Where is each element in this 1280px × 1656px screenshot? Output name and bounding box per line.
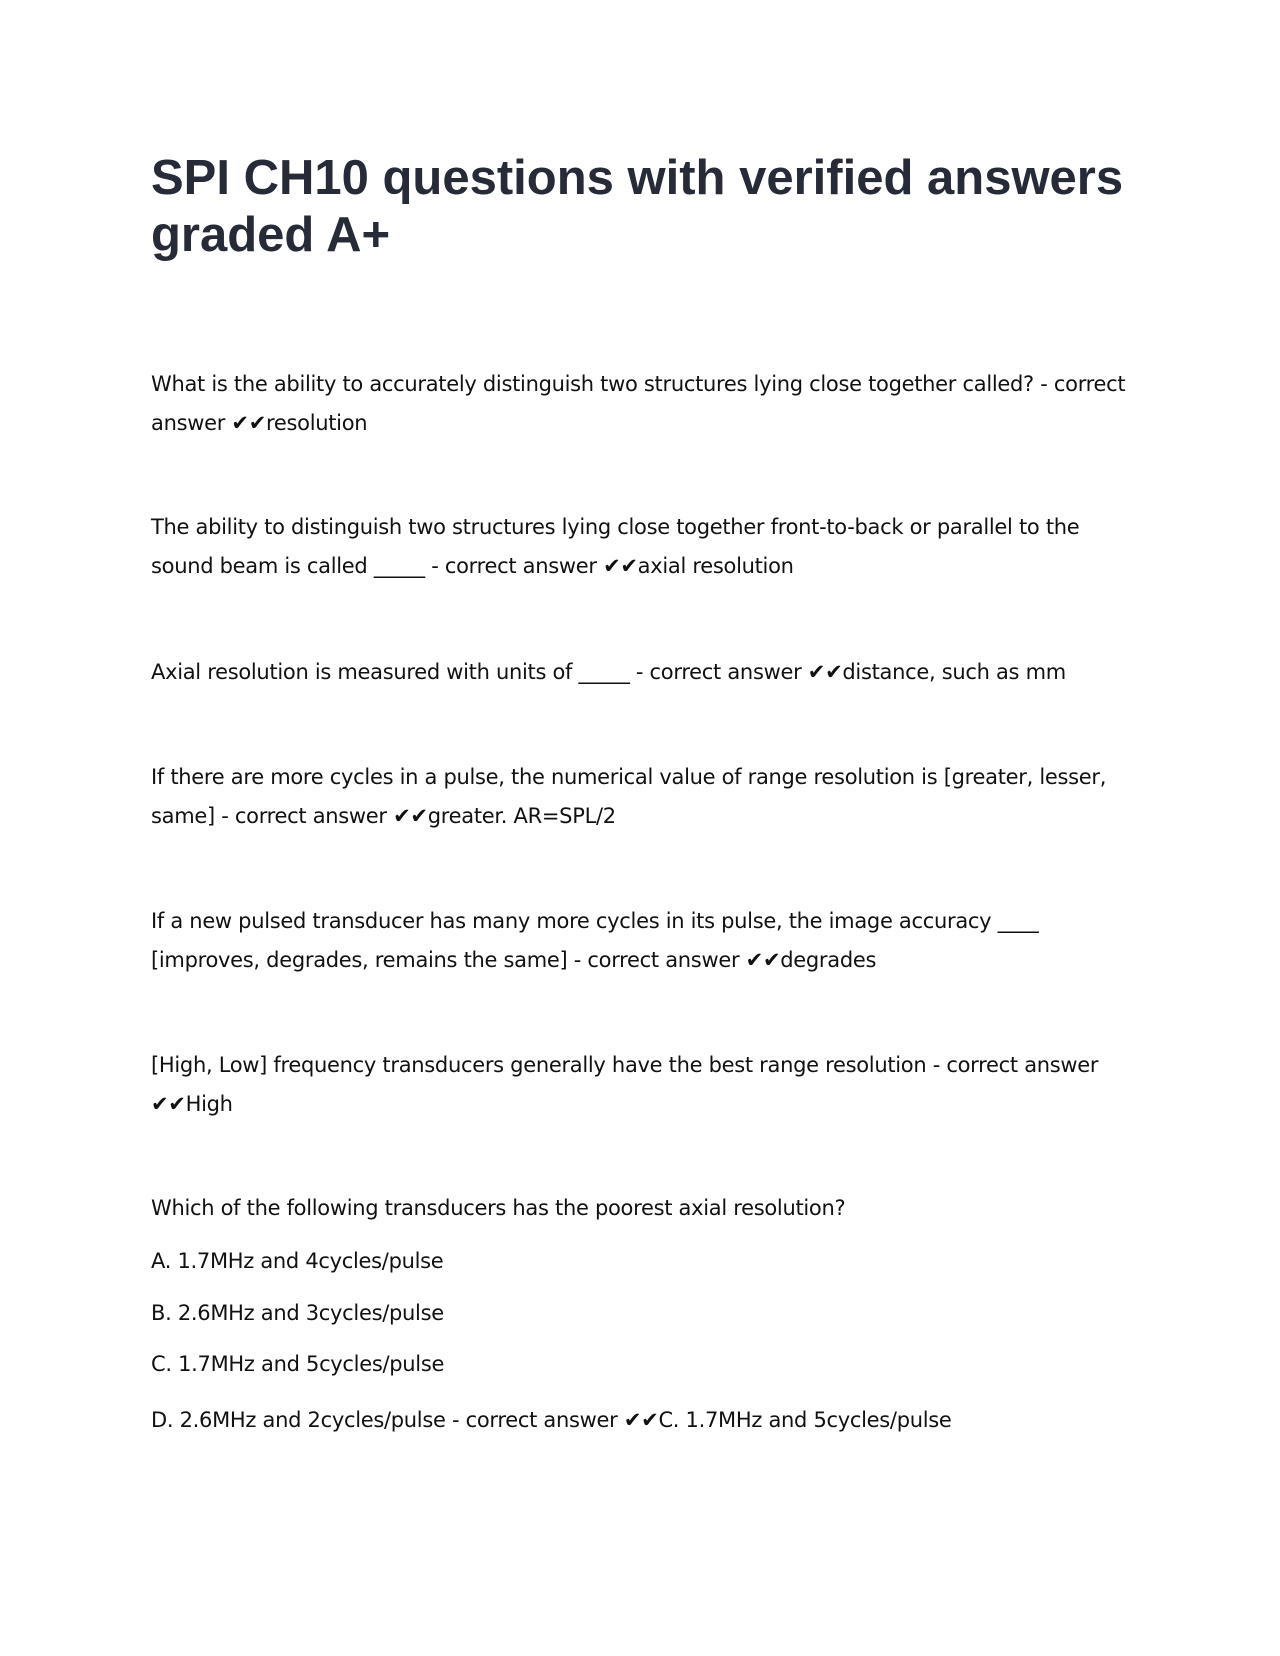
document-title: SPI CH10 questions with verified answers graded A+ xyxy=(151,151,1124,262)
question-axial-resolution: The ability to distinguish two structures lying close together front-to-back or parallel to the sound beam is called _____ - correct answer ✔✔axial resolution xyxy=(151,515,1080,578)
option-d-answer: D. 2.6MHz and 2cycles/pulse - correct answer ✔✔C. 1.7MHz and 5cycles/pulse xyxy=(151,1408,952,1432)
option-c: C. 1.7MHz and 5cycles/pulse xyxy=(151,1352,445,1376)
option-a: A. 1.7MHz and 4cycles/pulse xyxy=(151,1249,444,1273)
option-b: B. 2.6MHz and 3cycles/pulse xyxy=(151,1301,444,1325)
question-poorest-axial: Which of the following transducers has the poorest axial resolution? xyxy=(151,1196,846,1220)
question-range-resolution: If there are more cycles in a pulse, the numerical value of range resolution is [greater, lesser, same] - correct answer ✔✔greater. AR=SPL/2 xyxy=(151,765,1107,828)
question-axial-units: Axial resolution is measured with units of _____ - correct answer ✔✔distance, such as mm xyxy=(151,660,1066,684)
question-resolution: What is the ability to accurately distinguish two structures lying close together called? - correct answer ✔✔resolution xyxy=(151,372,1126,435)
question-frequency: [High, Low] frequency transducers generally have the best range resolution - correct answer ✔✔High xyxy=(151,1053,1099,1116)
question-image-accuracy: If a new pulsed transducer has many more cycles in its pulse, the image accuracy ____ [improves, degrades, remains the same] - correct answer ✔✔degrades xyxy=(151,909,1039,972)
